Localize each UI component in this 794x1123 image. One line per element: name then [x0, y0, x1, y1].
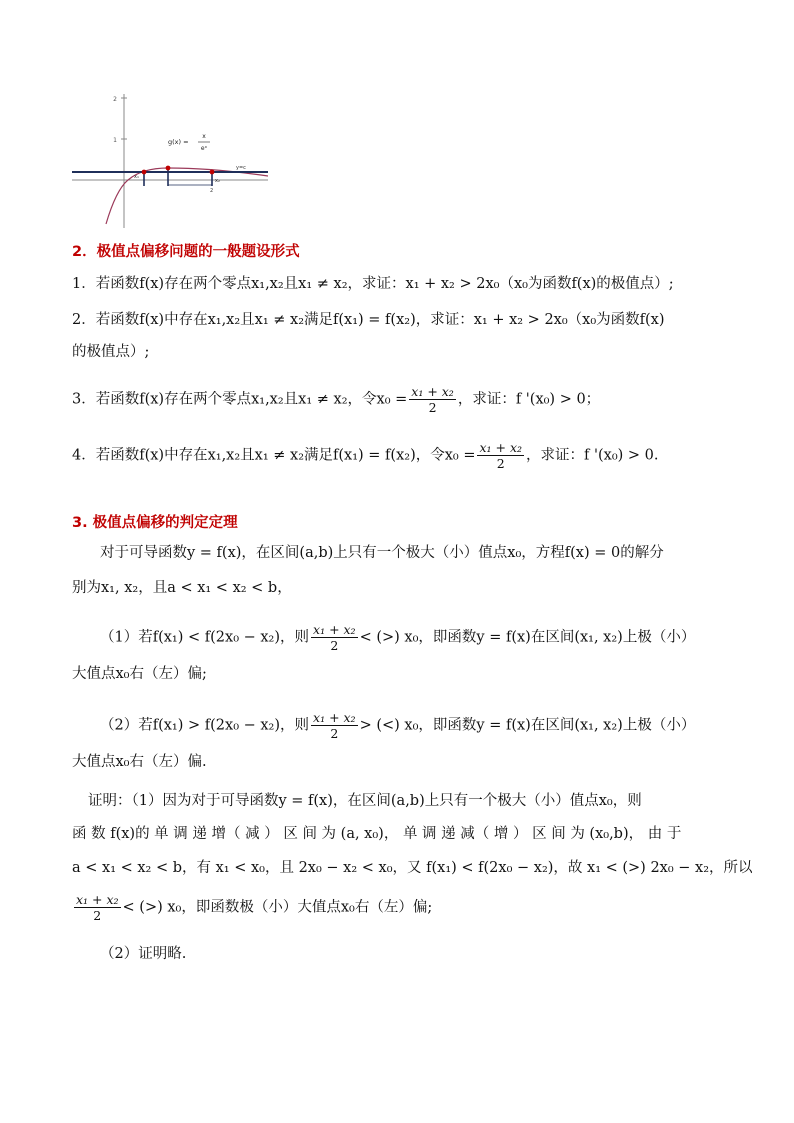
item3-num: x₁ + x₂	[411, 384, 454, 399]
condition2-b: 大值点x₀右（左）偏.	[72, 754, 207, 770]
condition2	[100, 710, 695, 741]
section3-intro-b: 别为x₁, x₂，且a < x₁ < x₂ < b，	[72, 580, 292, 596]
section3-heading: 3. 极值点偏移的判定定理	[72, 515, 238, 531]
c2-fraction	[311, 710, 358, 741]
section2-item4	[72, 440, 659, 471]
proof-e: （2）证明略.	[100, 946, 187, 962]
c1-post: < (>) x₀，即函数y = f(x)在区间(x₁, x₂)上极（小）	[359, 629, 696, 646]
item4-den: 2	[496, 456, 505, 471]
proof-d-den: 2	[93, 908, 102, 923]
line-label: y=c	[236, 165, 246, 171]
x2-label: x₂	[215, 178, 220, 184]
section2-item1: 1．若函数f(x)存在两个零点x₁,x₂且x₁ ≠ x₂，求证：x₁ + x₂ > 2x₀（x₀为函数f(x)的极值点）;	[72, 276, 674, 292]
c2-pre: （2）若f(x₁) > f(2x₀ − x₂)，则	[100, 717, 310, 734]
section2-heading: 2．极值点偏移问题的一般题设形式	[72, 244, 300, 260]
proof-b: 函 数 f(x)的 单 调 递 增（ 减 ） 区 间 为 (a, x₀)， 单 调 递 减（ 增 ） 区 间 为 (x₀,b)， 由 于	[72, 826, 682, 842]
curve-g	[106, 168, 268, 224]
proof-a: 证明：（1）因为对于可导函数y = f(x)，在区间(a,b)上只有一个极大（小）值点x₀，则	[88, 793, 642, 809]
section2-item2-b: 的极值点）;	[72, 344, 150, 360]
proof-d	[72, 892, 432, 923]
proof-c: a < x₁ < x₂ < b，有 x₁ < x₀，且 2x₀ − x₂ < x₀，又 f(x₁) < f(2x₀ − x₂)，故 x₁ < (>) 2x₀ − x₂，所以	[72, 860, 753, 876]
y-tick-1: 1	[113, 137, 117, 144]
c2-post: > (<) x₀，即函数y = f(x)在区间(x₁, x₂)上极（小）	[359, 717, 696, 734]
item3-pre: 3．若函数f(x)存在两个零点x₁,x₂且x₁ ≠ x₂，令x₀ =	[72, 391, 408, 408]
c2-den: 2	[330, 726, 339, 741]
item4-num: x₁ + x₂	[479, 440, 523, 455]
item4-post: ，求证：f '(x₀) > 0.	[526, 447, 659, 464]
c1-pre: （1）若f(x₁) < f(2x₀ − x₂)，则	[100, 629, 310, 646]
item3-post: ，求证：f '(x₀) > 0；	[457, 391, 601, 408]
proof-d-num: x₁ + x₂	[76, 892, 119, 907]
condition1	[100, 622, 695, 653]
proof-d-post: < (>) x₀，即函数极（小）大值点x₀右（左）偏;	[122, 899, 433, 916]
c1-fraction	[311, 622, 358, 653]
item3-fraction	[409, 384, 456, 415]
section2-item2-a: 2．若函数f(x)中存在x₁,x₂且x₁ ≠ x₂满足f(x₁) = f(x₂)，求证：x₁ + x₂ > 2x₀（x₀为函数f(x)	[72, 312, 665, 328]
func-label: g(x) =	[168, 138, 189, 146]
item4-pre: 4．若函数f(x)中存在x₁,x₂且x₁ ≠ x₂满足f(x₁) = f(x₂)，令x₀ =	[72, 447, 476, 464]
func-den: eˣ	[200, 145, 208, 152]
x1-label: x₁	[134, 174, 139, 180]
c1-num: x₁ + x₂	[313, 622, 356, 637]
item4-fraction	[477, 440, 524, 471]
section3-intro-a: 对于可导函数y = f(x)，在区间(a,b)上只有一个极大（小）值点x₀，方程f(x) = 0的解分	[100, 545, 664, 561]
function-graph	[72, 92, 268, 228]
point-x1	[142, 170, 147, 175]
func-num: x	[202, 133, 206, 140]
proof-d-fraction	[74, 892, 121, 923]
y-tick-2: 2	[113, 96, 117, 103]
condition1-b: 大值点x₀右（左）偏;	[72, 666, 207, 682]
x-tick-2: 2	[210, 188, 214, 194]
section2-item3	[72, 384, 600, 415]
c1-den: 2	[330, 638, 339, 653]
point-x2	[210, 170, 215, 175]
item3-den: 2	[428, 400, 437, 415]
c2-num: x₁ + x₂	[313, 710, 356, 725]
point-peak	[166, 166, 171, 171]
